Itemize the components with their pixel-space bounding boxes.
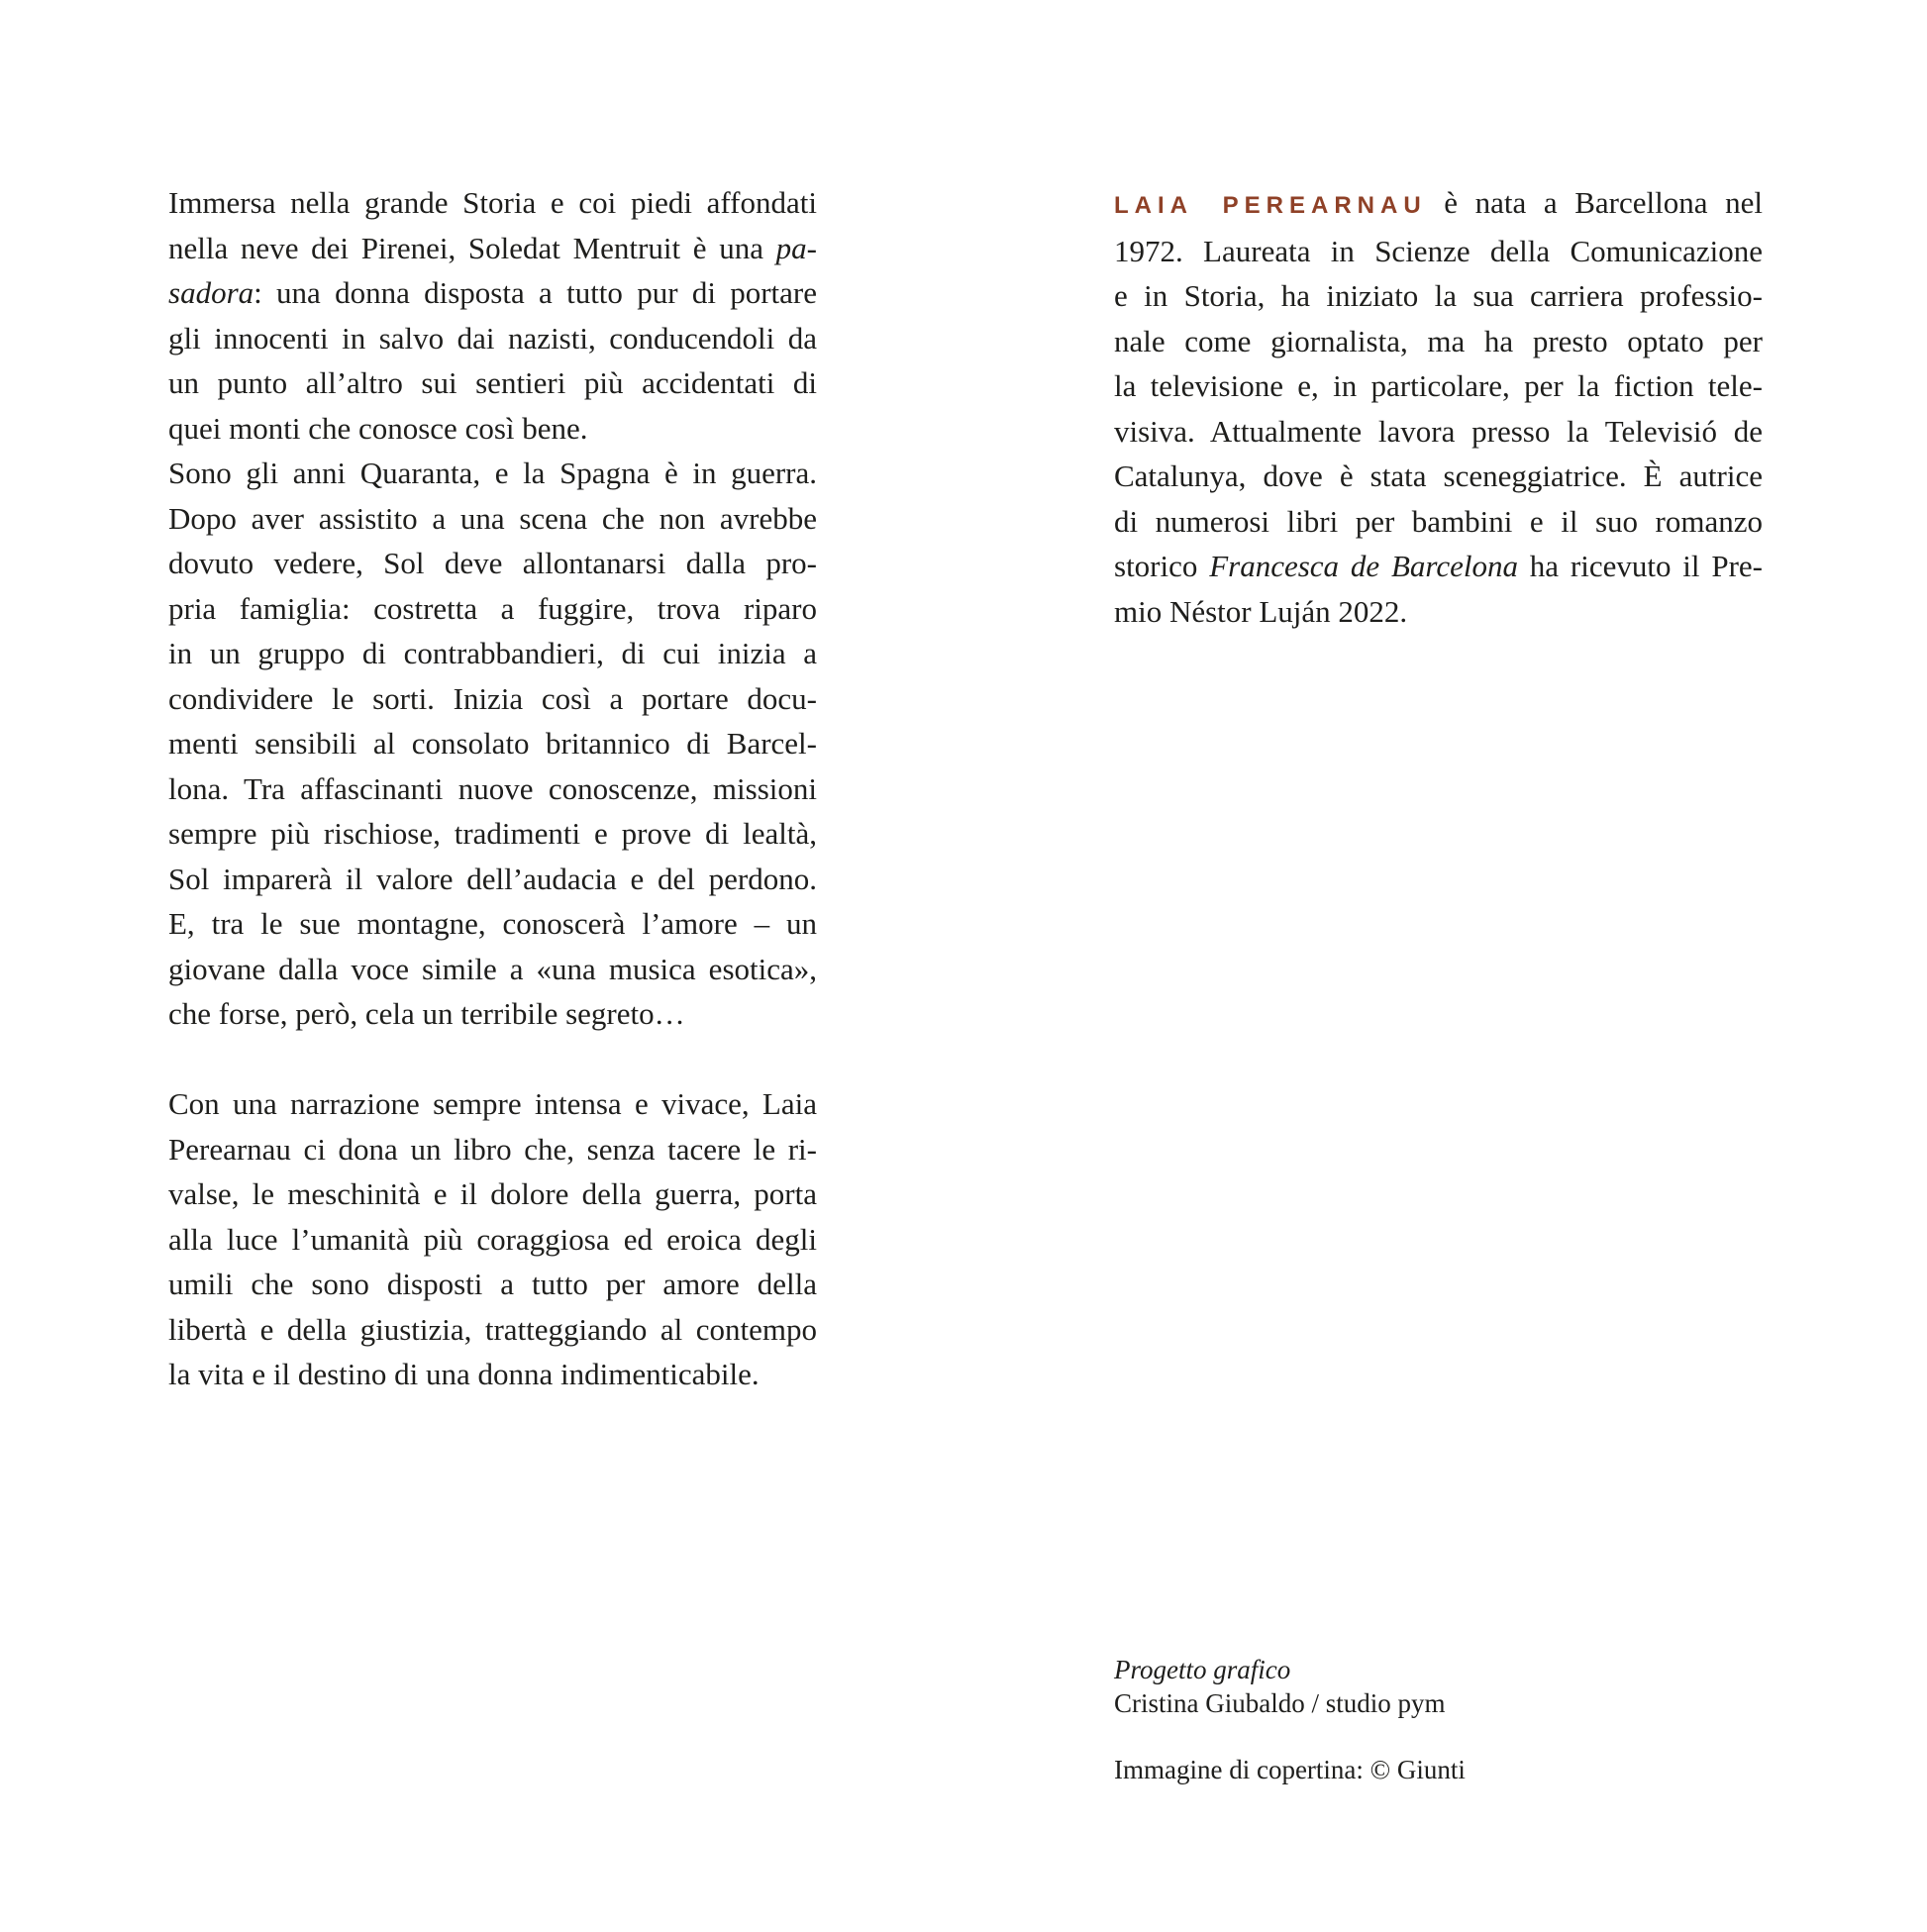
author-name-text: LAIA PEREARNAU [1114, 192, 1427, 219]
text-line: menti sensibili al consolato britannico di Barcel- [168, 726, 817, 761]
text-line: E, tra le sue montagne, conoscerà l’amore – un [168, 906, 817, 941]
text-line: sempre più rischiose, tradimenti e prove di lealtà, [168, 816, 817, 851]
text-line: che forse, però, cela un terribile segreto… [168, 996, 685, 1031]
text-line: libertà e della giustizia, tratteggiando al contempo [168, 1311, 817, 1347]
text-line: sadora: una donna disposta a tutto pur di portare [168, 275, 817, 310]
text-line: Cristina Giubaldo / studio pym [1114, 1688, 1446, 1718]
text-line: alla luce l’umanità più coraggiosa ed eroica degli [168, 1221, 817, 1257]
text-line: LAIA PEREARNAU è nata a Barcellona nel [1114, 185, 1763, 220]
text-line: giovane dalla voce simile a «una musica esotica», [168, 951, 817, 986]
text-line: in un gruppo di contrabbandieri, di cui inizia a [168, 636, 817, 670]
text-line: Catalunya, dove è stata sceneggiatrice. È autrice [1114, 458, 1763, 493]
text-line: e in Storia, ha iniziato la sua carriera professio- [1114, 278, 1763, 313]
author-bio-column [1114, 180, 1763, 634]
text-line: visiva. Attualmente lavora presso la Televisió de [1114, 413, 1763, 449]
design-credit [1114, 1653, 1763, 1720]
text-line: Progetto grafico [1114, 1655, 1291, 1684]
text-line: gli innocenti in salvo dai nazisti, conducendoli da [168, 320, 817, 356]
cover-image-credit [1114, 1753, 1763, 1786]
text-line: quei monti che conosce così bene. [168, 410, 588, 446]
text-line: la televisione e, in particolare, per la fiction tele- [1114, 368, 1763, 403]
text-line: valse, le meschinità e il dolore della guerra, porta [168, 1176, 817, 1211]
text-line: lona. Tra affascinanti nuove conoscenze, missioni [168, 770, 817, 806]
text-line: mio Néstor Luján 2022. [1114, 593, 1408, 629]
text-line: di numerosi libri per bambini e il suo romanzo [1114, 503, 1763, 539]
text-line: Immersa nella grande Storia e coi piedi affondati [168, 185, 817, 220]
text-line: pria famiglia: costretta a fuggire, trova riparo [168, 590, 817, 626]
author-bio-paragraph [1114, 180, 1763, 634]
text-line: umili che sono disposti a tutto per amore della [168, 1267, 817, 1301]
text-line: Sol imparerà il valore dell’audacia e del perdono. [168, 861, 817, 896]
text-line: storico Francesca de Barcelona ha ricevuto il Pre- [1114, 549, 1763, 583]
text-line: condividere le sorti. Inizia così a portare docu- [168, 680, 817, 716]
text-line: 1972. Laureata in Scienze della Comunicazione [1114, 233, 1763, 268]
synopsis-paragraph-1 [168, 180, 817, 451]
text-line: Dopo aver assistito a una scena che non avrebbe [168, 500, 817, 536]
text-line: dovuto vedere, Sol deve allontanarsi dalla pro- [168, 546, 817, 580]
text-line: la vita e il destino di una donna indimenticabile. [168, 1357, 760, 1391]
text-line: Perearnau ci dona un libro che, senza tacere le ri- [168, 1131, 817, 1167]
text-line: Con una narrazione sempre intensa e vivace, Laia [168, 1086, 817, 1121]
text-line: nale come giornalista, ma ha presto optato per [1114, 323, 1763, 358]
synopsis-paragraph-2 [168, 451, 817, 1037]
text-line: nella neve dei Pirenei, Soledat Mentruit è una pa- [168, 230, 817, 265]
credits-block [1114, 1653, 1763, 1786]
synopsis-column [168, 180, 817, 1397]
text-line: Sono gli anni Quaranta, e la Spagna è in guerra. [168, 456, 817, 490]
text-line: Immagine di copertina: © Giunti [1114, 1755, 1466, 1784]
text-line: un punto all’altro sui sentieri più accidentati di [168, 365, 817, 400]
synopsis-paragraph-3 [168, 1081, 817, 1397]
